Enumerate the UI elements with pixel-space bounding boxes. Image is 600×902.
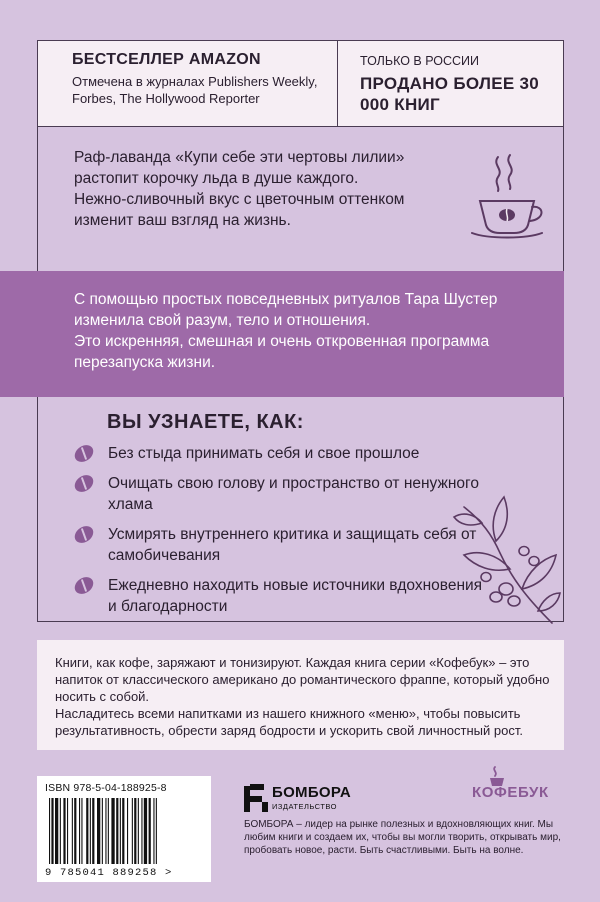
- learn-title: ВЫ УЗНАЕТЕ, КАК:: [107, 411, 304, 433]
- coffee-description: [38, 127, 563, 271]
- kofebuk-logo: [472, 766, 572, 806]
- series-paragraph-1: Книги, как кофе, заряжают и тонизируют. Каждая книга серии «Кофебук» – это напиток от классического американо до романтического фраппе, который удобно носить с собой.: [55, 655, 550, 704]
- learn-list: [70, 443, 490, 626]
- list-item-text: Усмирять внутреннего критика и защищать себя от самобичевания: [108, 526, 477, 564]
- publisher-name: БОМБОРА: [272, 784, 352, 801]
- coffee-bean-icon: [72, 472, 97, 496]
- bombora-logo-icon: [244, 782, 268, 812]
- list-item: [70, 575, 490, 617]
- coffee-line-1: Раф-лаванда «Купи себе эти чертовы лилии» растопит корочку льда в душе каждого.: [74, 149, 405, 187]
- barcode: [37, 776, 211, 882]
- series-description: [37, 640, 564, 750]
- coffee-branch-icon: [452, 493, 562, 627]
- learn-section: [38, 397, 563, 621]
- ritual-banner: [0, 271, 564, 397]
- mentioned-text: Отмечена в журналах Publishers Weekly, Forbes, The Hollywood Reporter: [72, 74, 318, 106]
- kofebuk-wordmark: КОФЕБУК: [472, 784, 549, 801]
- list-item-text: Очищать свою голову и пространство от ненужного хлама: [108, 475, 479, 513]
- list-item: [70, 473, 490, 515]
- series-paragraph-2: Насладитесь всеми напитками из нашего книжного «меню», чтобы повысить результативность, обрести заряд бодрости и ускорить свой личностный рост.: [55, 706, 523, 738]
- bestseller-title: БЕСТСЕЛЛЕР AMAZON: [72, 51, 261, 68]
- coffee-bean-icon: [72, 442, 97, 466]
- only-russia-text: ТОЛЬКО В РОССИИ: [360, 54, 480, 68]
- barcode-bars: [45, 798, 203, 864]
- coffee-line-2: Нежно-сливочный вкус с цветочным оттенком изменит ваш взгляд на жизнь.: [74, 191, 405, 229]
- list-item-text: Без стыда принимать себя и свое прошлое: [108, 445, 420, 462]
- bestseller-badge: [38, 41, 338, 126]
- publisher-description: БОМБОРА – лидер на рынке полезных и вдохновляющих книг. Мы любим книги и создаем их, чтобы вы могли творить, открывать мир, пробовать новое, расти. Быть счастливыми. Быть на волне.: [244, 819, 561, 856]
- top-badges-row: [38, 41, 563, 127]
- coffee-bean-icon: [72, 574, 97, 598]
- coffee-bean-icon: [72, 523, 97, 547]
- coffee-cup-icon: [468, 153, 548, 239]
- ritual-line-2: Это искренняя, смешная и очень откровенная программа перезапуска жизни.: [74, 333, 490, 371]
- sold-count: ПРОДАНО БОЛЕЕ 30 000 КНИГ: [360, 74, 539, 114]
- list-item: [70, 524, 490, 566]
- isbn-number: ISBN 978-5-04-188925-8: [45, 782, 167, 794]
- list-item-text: Ежедневно находить новые источники вдохновения и благодарности: [108, 577, 483, 615]
- publisher-subtitle: ИЗДАТЕЛЬСТВО: [272, 802, 338, 811]
- barcode-digits: 9 785041 889258 >: [45, 867, 173, 879]
- list-item: [70, 443, 490, 464]
- sales-badge: [338, 41, 563, 126]
- info-frame: [37, 40, 564, 622]
- ritual-line-1: С помощью простых повседневных ритуалов Тара Шустер изменила свой разум, тело и отношения.: [74, 291, 498, 329]
